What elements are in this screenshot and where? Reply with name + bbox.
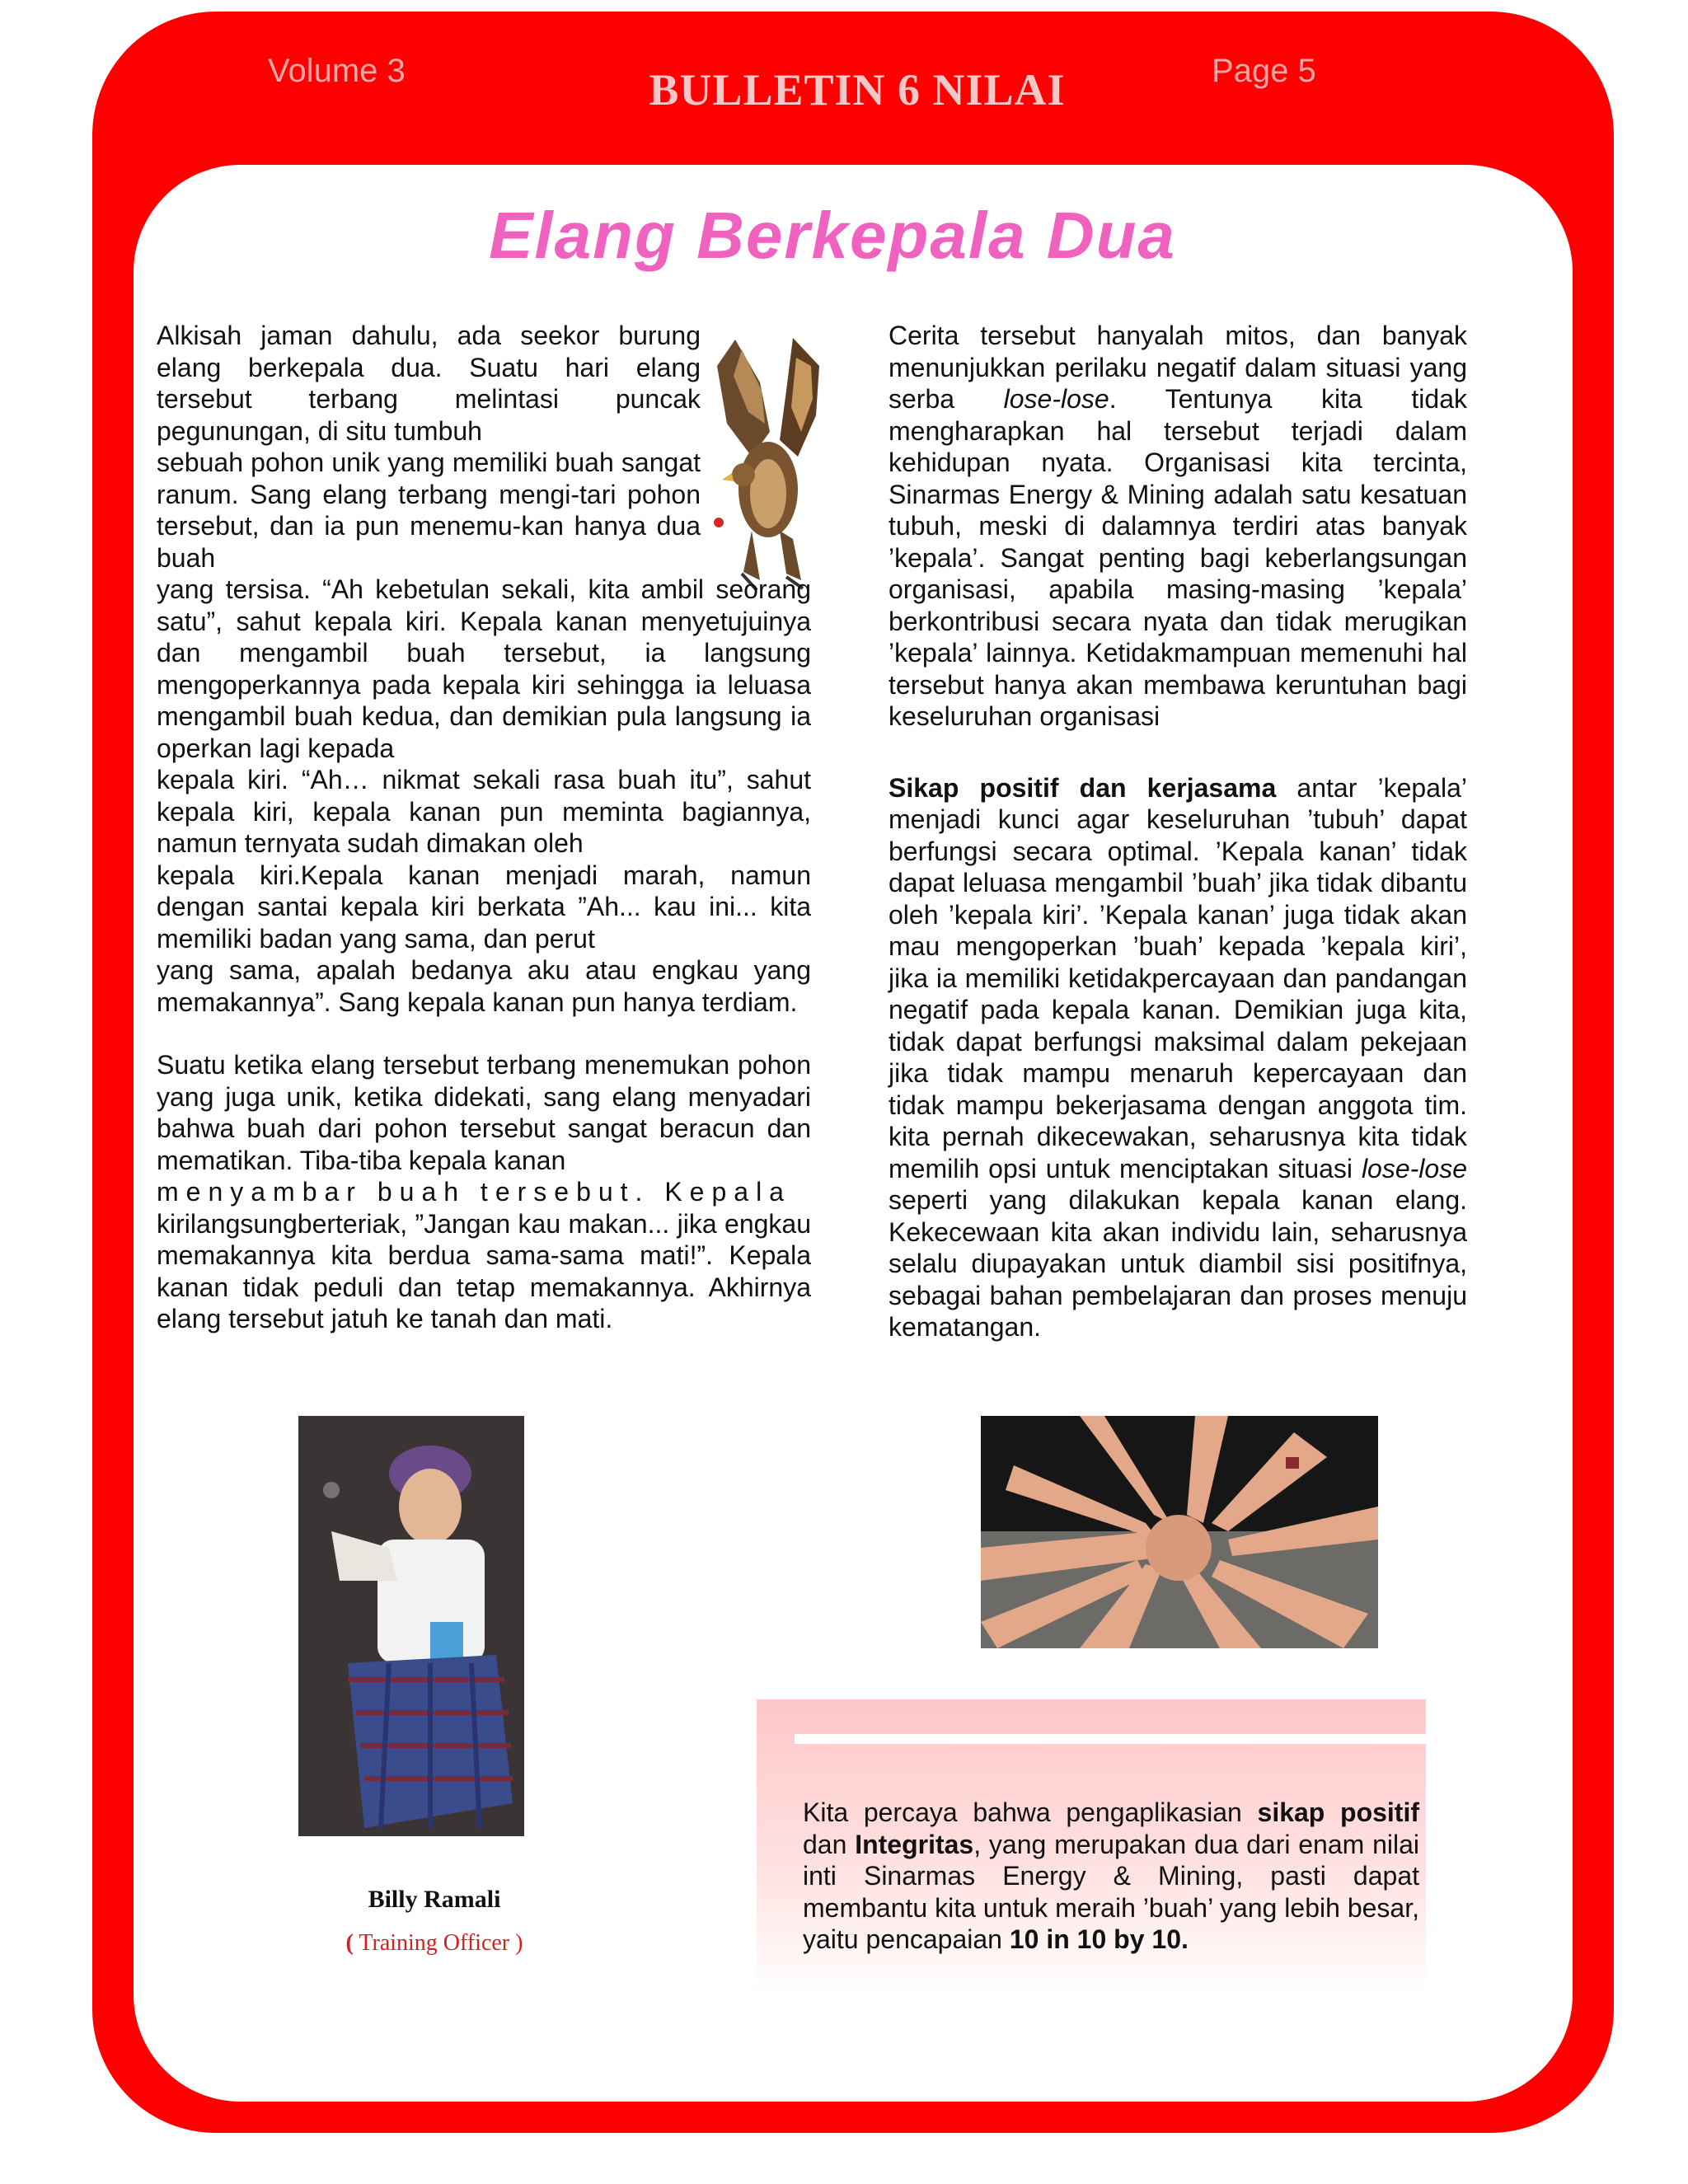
teamwork-hands-photo [981,1416,1378,1648]
paragraph: Alkisah jaman dahulu, ada seekor burung elang berkepala dua. Suatu hari elang tersebut terbang melintasi puncak pegunungan, di situ tumbuh [157,321,701,446]
paragraph: kepala kiri. “Ah… nikmat sekali rasa buah itu”, sahut kepala kiri, kepala kanan pun meminta bagiannya, namun ternyata sudah dimakan oleh [157,765,811,858]
paragraph: Cerita tersebut hanyalah mitos, dan banyak menunjukkan perilaku negatif dalam situasi yang serba lose-lose. Tentunya kita tidak mengharapkan hal tersebut terjadi dalam kehidupan nyata. Organisasi kita tercinta, Sinarmas Energy & Mining adalah satu kesatuan tubuh, meski di dalamnya terdiri atas banyak ’kepala’. Sangat penting bagi keberlangsungan organisasi, apabila masing-masing ’kepala’ berkontribusi secara nyata dan tidak merugikan ’kepala’ lainnya. Ketidakmampuan memenuhi hal tersebut hanya akan membawa keruntuhan bagi keseluruhan organisasi [889,321,1467,731]
paragraph: yang sama, apalah bedanya aku atau engkau yang memakannya”. Sang kepala kanan pun hanya terdiam. [157,955,811,1017]
paragraph: Sikap positif dan kerjasama antar ’kepala’ menjadi kunci agar keseluruhan ’tubuh’ dapat berfungsi secara optimal. ’Kepala kanan’ tidak dapat leluasa mengambil ’buah’ jika tidak dibantu oleh ’kepala kiri’. ’Kepala kanan’ juga tidak akan mau mengoperkan ’buah’ kepada ’kepala kiri’, jika ia memiliki ketidakpercayaan dan pandangan negatif pada kepala kanan. Demikian juga kita, tidak dapat berfungsi maksimal dalam pekejaan jika tidak mampu menaruh kepercayaan dan tidak mampu bekerjasama dengan anggota tim. kita pernah dikecewakan, seharusnya kita tidak memilih opsi untuk menciptakan situasi lose-lose seperti yang dilakukan kepala kanan elang. Kekecewaan kita akan individu lain, seharusnya selalu diupayakan untuk diambil sisi positifnya, sebagai bahan pembelajaran dan proses menuju kematangan. [889,772,1468,1342]
paragraph: Suatu ketika elang tersebut terbang menemukan pohon yang juga unik, ketika didekati, sang elang menyadari bahwa buah dari pohon tersebut sangat beracun dan mematikan. Tiba-tiba kepala kanan [157,1050,811,1175]
paragraph: kirilangsungberteriak, ”Jangan kau makan... jika engkau memakannya kita berdua sama-sama mati!”. Kepala kanan tidak peduli dan tetap memakannya. Akhirnya elang tersebut jatuh ke tanah dan mati. [157,1208,811,1333]
paragraph: menyambar buah tersebut. Kepala [157,1177,791,1207]
callout-text: Kita percaya bahwa pengaplikasian sikap positif dan Integritas, yang merupakan dua dari enam nilai inti Sinarmas Energy & Mining, pasti dapat membantu kita untuk meraih ’buah’ yang lebih besar, yaitu pencapaian 10 in 10 by 10. [803,1797,1420,1954]
paragraph: yang tersisa. “Ah kebetulan sekali, kita ambil seorang satu”, sahut kepala kiri. Kepala kanan menyetujuinya dan mengambil buah tersebut, ia langsung mengoperkannya pada kepala kiri sehingga ia leluasa mengambil buah kedua, dan demikian pula langsung ia operkan lagi kepada [157,574,811,763]
page-number: Page 5 [1212,53,1316,89]
author-name: Billy Ramali [368,1886,501,1913]
paragraph: sebuah pohon unik yang memiliki buah sangat ranum. Sang elang terbang mengi-tari pohon tersebut, dan ia pun menemu-kan hanya dua buah [157,448,701,573]
volume-label: Volume 3 [268,53,406,89]
callout-divider [795,1734,1426,1744]
bulletin-title: BULLETIN 6 NILAI [649,65,1066,115]
paragraph: kepala kiri.Kepala kanan menjadi marah, namun dengan santai kepala kiri berkata ”Ah... kau ini... kita memiliki badan yang sama, dan perut [157,860,811,954]
left-column [157,320,811,1335]
article-title: Elang Berkepala Dua [489,199,1176,272]
author-role: ( Training Officer ) [345,1930,523,1956]
author-photo [298,1416,524,1836]
right-column [889,320,1467,1343]
